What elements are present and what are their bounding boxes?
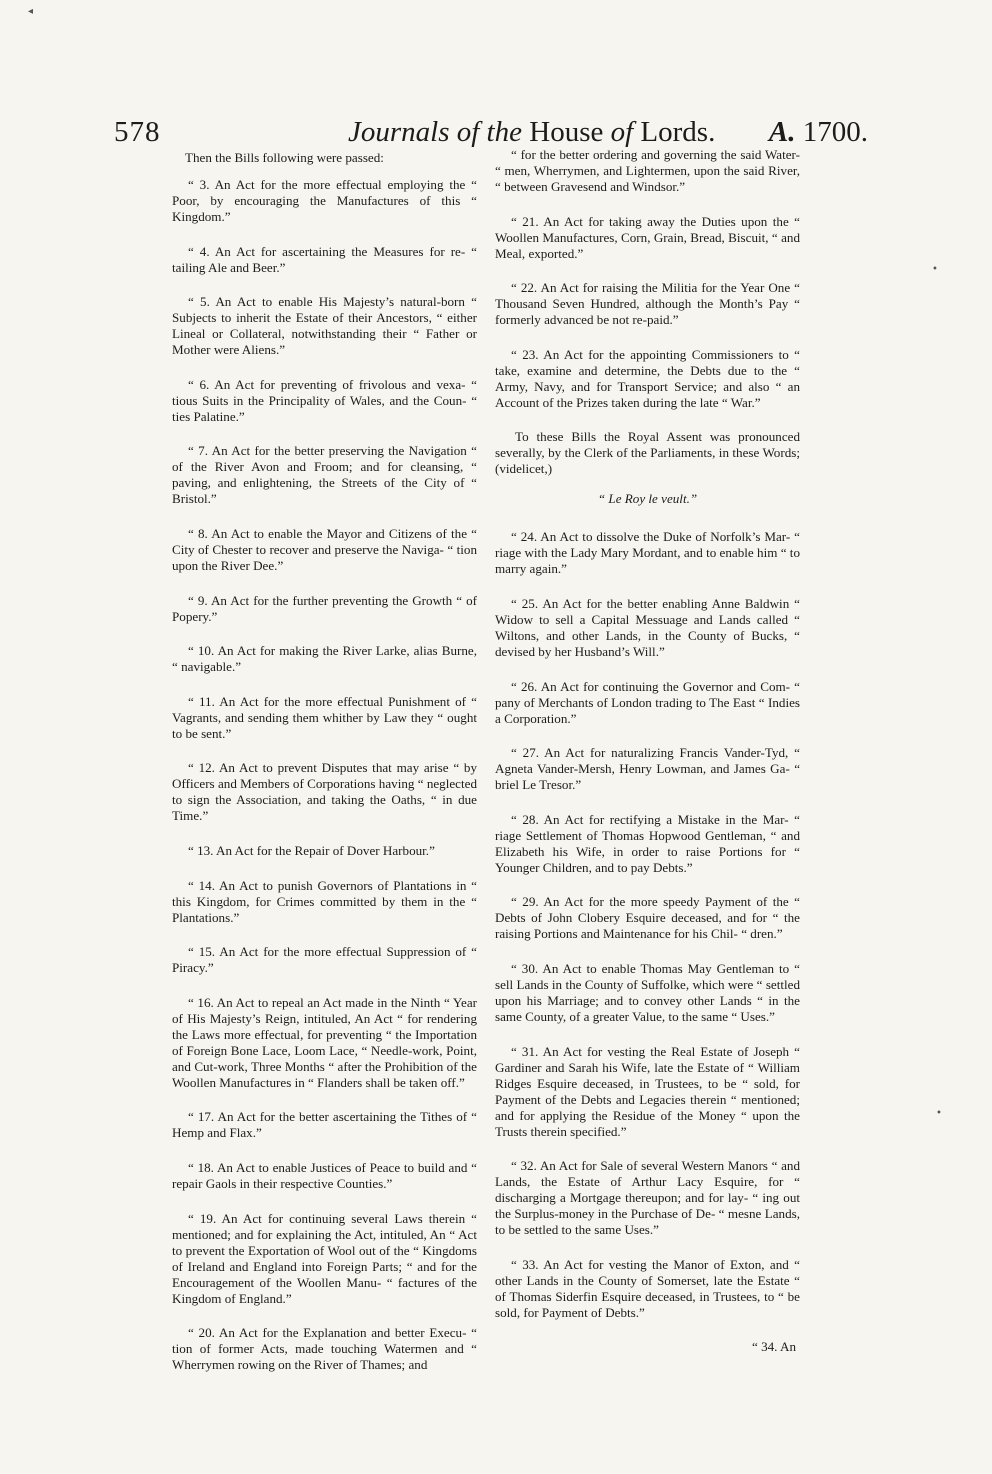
bill-paragraph: “ 31. An Act for vesting the Real Estate of Joseph “ Gardiner and Sarah his Wife, late the Estate of “ William Ridges Esquire deceased, in Trustees, to be “ sold, for Payment of the Debts and Legacies therein “ mentioned; and for applying the Residue of the Money “ upon the Trusts therein specified.” (495, 1043, 800, 1139)
bill-paragraph: “ 33. An Act for vesting the Manor of Exton, and “ other Lands in the County of Somerset, late the Estate “ of Thomas Siderfin Esquire deceased, in Trustees, to “ be sold, for Payment of Debts.” (495, 1256, 800, 1320)
bill-paragraph: “ 5. An Act to enable His Majesty’s natural-born “ Subjects to inherit the Estate of their Ancestors, “ either Lineal or Collateral, notwithstanding their “ Father or Mother were Aliens.” (172, 294, 477, 358)
bill-paragraph: “ 15. An Act for the more effectual Suppression of “ Piracy.” (172, 944, 477, 976)
bill-paragraph: “ for the better ordering and governing the said Water- “ men, Wherrymen, and Lightermen, upon the said River, “ between Gravesend and Windsor.” (495, 147, 800, 194)
bill-paragraph: “ 23. An Act for the appointing Commissioners to “ take, examine and determine, the Debts due to the “ Army, Navy, and for Transport Service; and also “ an Account of the Prizes taken during the late “ War.” (495, 346, 800, 410)
left-column (172, 150, 477, 1392)
catchword: “ 34. An (751, 1339, 796, 1355)
bill-paragraph: “ 9. An Act for the further preventing the Growth “ of Popery.” (172, 592, 477, 624)
bill-paragraph: “ 26. An Act for continuing the Governor and Com- “ pany of Merchants of London trading to The East “ Indies a Corporation.” (495, 678, 800, 726)
bill-paragraph: “ 10. An Act for making the River Larke, alias Burne, “ navigable.” (172, 643, 477, 675)
right-column (495, 147, 800, 1355)
journal-title (348, 116, 715, 149)
bill-paragraph: “ 7. An Act for the better preserving the Navigation “ of the River Avon and Froom; and for cleansing, “ paving, and enlightening, the Streets of the City of “ Bristol.” (172, 443, 477, 507)
title-word-journals: Journals (348, 116, 450, 148)
scan-mark: • (932, 264, 938, 275)
bill-paragraph: “ 8. An Act to enable the Mayor and Citizens of the “ City of Chester to recover and preserve the Naviga- “ tion upon the River Dee.” (172, 525, 477, 573)
page-year (769, 116, 868, 149)
bill-paragraph: “ 29. An Act for the more speedy Payment of the “ Debts of John Clobery Esquire deceased, and for “ the raising Portions and Maintenance for his Chil- “ dren.” (495, 894, 800, 942)
bill-paragraph: “ 11. An Act for the more effectual Punishment of “ Vagrants, and sending them whither by Law they “ ought to be sent.” (172, 693, 477, 741)
bill-paragraph: “ 25. An Act for the better enabling Anne Baldwin “ Widow to sell a Capital Messuage and Lands called “ Wiltons, and other Lands, in the County of Bucks, “ devised by her Husband’s Will.” (495, 595, 800, 659)
title-of-the: of the (449, 116, 530, 148)
intro-line: Then the Bills following were passed: (185, 150, 384, 165)
year-number: 1700. (795, 116, 868, 148)
bill-paragraph: “ 4. An Act for ascertaining the Measures for re- “ tailing Ale and Beer.” (172, 243, 477, 275)
bill-paragraph: “ 12. An Act to prevent Disputes that may arise “ by Officers and Members of Corporations having “ neglected to sign the Association, and taking the Oaths, “ in due Time.” (172, 760, 477, 824)
bill-paragraph: “ 28. An Act for rectifying a Mistake in the Mar- “ riage Settlement of Thomas Hopwood Gentleman, “ and Elizabeth his Wife, in order to raise Portions for “ Younger Children, and to pay Debts.” (495, 811, 800, 875)
scan-mark: ◂ (28, 6, 34, 17)
bill-paragraph: “ 17. An Act for the better ascertaining the Tithes of “ Hemp and Flax.” (172, 1109, 477, 1141)
bill-paragraph: “ 22. An Act for raising the Militia for the Year One “ Thousand Seven Hundred, although the Month’s Pay “ formerly advanced be not re-paid.” (495, 280, 800, 328)
bill-paragraph: “ 14. An Act to punish Governors of Plantations in “ this Kingdom, for Crimes committed by them in the “ Plantations.” (172, 877, 477, 925)
title-of: of (603, 116, 641, 148)
bill-paragraph: “ 30. An Act to enable Thomas May Gentleman to “ sell Lands in the County of Suffolke, which were “ settled upon his Marriage; and to convey other Lands “ in the same County, of a greater Value, to the same “ Uses.” (495, 960, 800, 1024)
bill-paragraph: “ 32. An Act for Sale of several Western Manors “ and Lands, the Estate of Arthur Lacy Esquire, for “ discharging a Mortgage thereupon; and for lay- “ ing out the Surplus-money in the Purchase of De- “ mesne Lands, to be settled to the same Uses.” (495, 1158, 800, 1238)
bill-paragraph: “ 13. An Act for the Repair of Dover Harbour.” (188, 842, 435, 858)
bill-paragraph: “ 21. An Act for taking away the Duties upon the “ Woollen Manufactures, Corn, Grain, Bread, Biscuit, “ and Meal, exported.” (495, 213, 800, 261)
page-number: 578 (114, 116, 161, 148)
bill-paragraph: “ 6. An Act for preventing of frivolous and vexa- “ tious Suits in the Principality of Wales, and the Coun- “ ties Palatine.” (172, 376, 477, 424)
bill-paragraph: “ 24. An Act to dissolve the Duke of Norfolk’s Mar- “ riage with the Lady Mary Mordant, and to enable him “ to marry again.” (495, 529, 800, 577)
title-word-lords: Lords. (640, 116, 716, 148)
bill-paragraph: “ 3. An Act for the more effectual employing the “ Poor, by encouraging the Manufactures of this “ Kingdom.” (172, 177, 477, 224)
bill-paragraph: “ 16. An Act to repeal an Act made in the Ninth “ Year of His Majesty’s Reign, intituled, An Act “ for rendering the Laws more effectual, for preventing “ the Importation of Foreign Bone Lace, Loom Lace, “ Needle-work, Point, and Cut-work, Three Months “ after the Prohibition of the Woollen Manufactures in “ Flanders shall be taken off.” (172, 994, 477, 1090)
year-letter: A. (768, 116, 796, 148)
royal-assent-note: To these Bills the Royal Assent was pronounced severally, by the Clerk of the Parliaments, in these Words; (videlicet,) (495, 429, 800, 477)
bill-paragraph: “ 18. An Act to enable Justices of Peace to build and “ repair Gaols in their respective Counties.” (172, 1159, 477, 1191)
bill-paragraph: “ 20. An Act for the Explanation and better Execu- “ tion of former Acts, made touching Watermen and “ Wherrymen rowing on the River of Thames; and (172, 1325, 477, 1373)
bill-paragraph: “ 19. An Act for continuing several Laws therein “ mentioned; and for explaining the Act, intituled, An “ Act to prevent the Exportation of Wool out of the “ Kingdoms of Ireland and England into Foreign Parts; “ and for the Encouragement of the Woollen Manu- “ factures of the Kingdom of England.” (172, 1210, 477, 1306)
bill-paragraph: “ 27. An Act for naturalizing Francis Vander-Tyd, “ Agneta Vander-Mersh, Henry Lowman, and James Ga- “ briel Le Tresor.” (495, 745, 800, 793)
title-word-house: House (529, 116, 604, 148)
scan-mark: • (936, 1108, 942, 1119)
royal-assent-formula: “ Le Roy le veult.” (597, 491, 698, 507)
